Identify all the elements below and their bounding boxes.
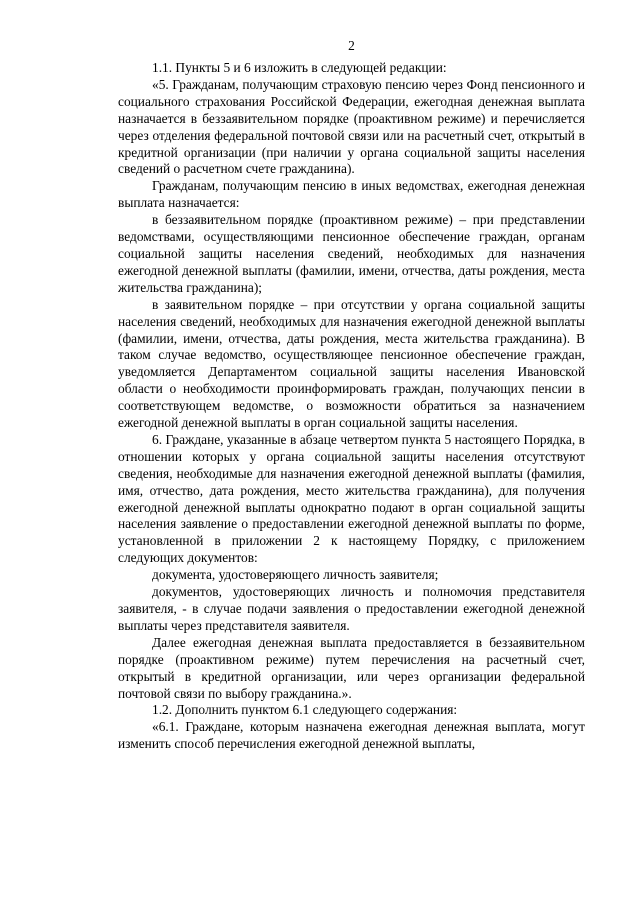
paragraph: документов, удостоверяющих личность и полномочия представителя заявителя, - в случае подачи заявления о предоставлении ежегодной денежной выплаты через представителя заявителя. [118, 584, 585, 633]
paragraph: Далее ежегодная денежная выплата предоставляется в беззаявительном порядке (проактивном режиме) путем перечисления на расчетный счет, открытый в кредитной организации, или через организации федеральной почтовой связи по выбору гражданина.». [118, 634, 585, 701]
paragraph: в беззаявительном порядке (проактивном режиме) – при представлении ведомствами, осуществляющими пенсионное обеспечение граждан, органам социальной защиты населения сведений, необходимых для назначения ежегодной денежной выплаты (фамилии, имени, отчества, даты рождения, места жительства гражданина); [118, 212, 585, 295]
paragraph: 1.2. Дополнить пунктом 6.1 следующего содержания: [152, 702, 458, 718]
page-number: 2 [348, 38, 355, 53]
paragraph: в заявительном порядке – при отсутствии у органа социальной защиты населения сведений, необходимых для назначения ежегодной денежной выплаты (фамилии, имени, отчества, даты рождения, места жительства гражданина). В таком случае ведомство, осуществляющее пенсионное обеспечение граждан, уведомляется Департаментом социальной защиты населения Ивановской области о необходимости проинформировать граждан, получающих пенсии в соответствующем ведомстве, о возможности обратиться за назначением ежегодной денежной выплаты в орган социальной защиты населения. [118, 296, 585, 431]
paragraph: 1.1. Пункты 5 и 6 изложить в следующей редакции: [152, 60, 447, 75]
paragraph: документа, удостоверяющего личность заявителя; [152, 567, 439, 583]
paragraph: «5. Гражданам, получающим страховую пенсию через Фонд пенсионного и социального страхования Российской Федерации, ежегодная денежная выплата назначается в беззаявительном порядке (проактивном режиме) и перечисляется через отделения федеральной почтовой связи или на расчетный счет, открытый в кредитной организации (при наличии у органа социальной защиты населения сведений о расчетном счете гражданина). [118, 76, 585, 177]
paragraph: «6.1. Граждане, которым назначена ежегодная денежная выплата, могут изменить способ перечисления ежегодной денежной выплаты, [118, 719, 585, 752]
paragraph: 6. Граждане, указанные в абзаце четвертом пункта 5 настоящего Порядка, в отношении которых у органа социальной защиты населения отсутствуют сведения, необходимые для назначения ежегодной денежной выплаты (фамилия, имя, отчество, дата рождения, место жительства гражданина), для получения ежегодной денежной выплаты однократно подают в орган социальной защиты населения заявление о предоставлении ежегодной денежной выплаты по форме, установленной в приложении 2 к настоящему Порядку, с приложением следующих документов: [118, 431, 585, 566]
paragraph: Гражданам, получающим пенсию в иных ведомствах, ежегодная денежная выплата назначается: [118, 178, 585, 211]
